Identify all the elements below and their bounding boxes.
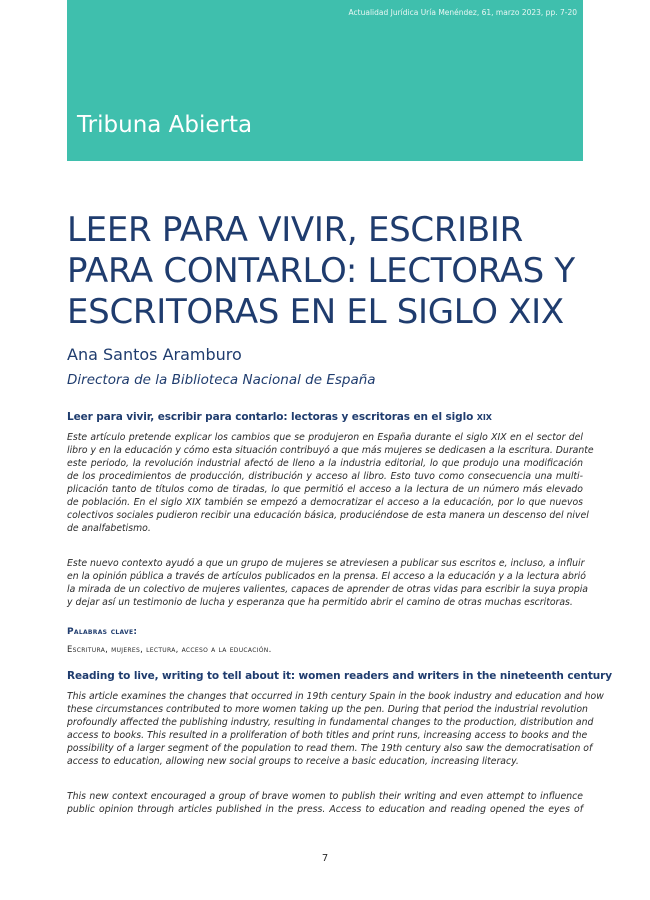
article-title-line: LEER PARA VIVIR, ESCRIBIR xyxy=(67,210,523,250)
spanish-abstract-paragraph-1 xyxy=(67,431,594,535)
text-line: these circumstances contributed to more women taking up the pen. During that period the industrial revolution xyxy=(67,704,588,716)
english-abstract-heading: Reading to live, writing to tell about it: women readers and writers in the nineteenth century xyxy=(67,670,612,682)
text-line: la mirada de un colectivo de mujeres valientes, capaces de aprender de otras vidas para escribir la suya propia xyxy=(67,584,589,596)
text-line: profoundly affected the publishing industry, resulting in fundamental changes to the production, distribution and xyxy=(67,717,594,729)
text-line: possibility of a larger segment of the population to read them. The 19th century also saw the democratisation of xyxy=(67,743,593,755)
text-line: y dejar así un testimonio de lucha y esperanza que ha permitido abrir el camino de otras muchas escritoras. xyxy=(67,597,573,609)
spanish-abstract-heading xyxy=(67,411,492,423)
section-title: Tribuna Abierta xyxy=(77,112,253,138)
text-line: This new context encouraged a group of brave women to publish their writing and even attempt to influence xyxy=(67,791,583,802)
article-title xyxy=(67,210,587,333)
author-name: Ana Santos Aramburo xyxy=(67,345,242,364)
journal-citation: Actualidad Jurídica Uría Menéndez, 61, marzo 2023, pp. 7-20 xyxy=(348,8,577,17)
text-line: en la opinión pública a través de artículos publicados en la prensa. El acceso a la educación y a la lectura abrió xyxy=(67,571,586,583)
spanish-abstract-heading-century: XIX xyxy=(476,413,492,422)
author-affiliation: Directora de la Biblioteca Nacional de España xyxy=(67,372,376,388)
text-line: Este nuevo contexto ayudó a que un grupo de mujeres se atreviesen a publicar sus escritos e, incluso, a influir xyxy=(67,558,585,569)
text-line: Este artículo pretende explicar los cambios que se produjeron en España durante el siglo XIX en el sector del xyxy=(67,432,583,443)
article-title-line: ESCRITORAS EN EL SIGLO XIX xyxy=(67,292,564,332)
text-line: de los procedimientos de producción, distribución y acceso al libro. Esto tuvo como consecuencia una multi- xyxy=(67,471,583,483)
page-number: 7 xyxy=(321,853,329,864)
section-banner xyxy=(67,0,583,161)
text-line: This article examines the changes that occurred in 19th century Spain in the book industry and education and how xyxy=(67,691,604,702)
text-line: de población. En el siglo XIX también se empezó a democratizar el acceso a la educación, por lo que nuevos xyxy=(67,497,583,509)
article-title-line: PARA CONTARLO: LECTORAS Y xyxy=(67,251,575,291)
text-line: este periodo, la revolución industrial afectó de lleno a la industria editorial, lo que produjo una modificación xyxy=(67,458,583,470)
text-line: colectivos sociales pudieron recibir una educación básica, produciéndose de esta manera un descenso del nivel xyxy=(67,510,589,522)
spanish-abstract-heading-text: Leer para vivir, escribir para contarlo: lectoras y escritoras en el siglo xyxy=(67,411,474,423)
english-abstract-paragraph-2 xyxy=(67,790,583,816)
spanish-abstract-paragraph-2 xyxy=(67,557,589,609)
text-line: de analfabetismo. xyxy=(67,523,151,535)
text-line: libro y en la educación y cómo esta situación contribuyó a que más mujeres se dedicasen a la escritura. Durante xyxy=(67,445,594,457)
text-line: access to books. This resulted in a proliferation of both titles and print runs, increasing access to books and the xyxy=(67,730,588,742)
text-line: access to education, allowing new social groups to receive a basic education, increasing literacy. xyxy=(67,756,519,768)
keywords-heading: Palabras clave: xyxy=(67,627,138,637)
english-abstract-paragraph-1 xyxy=(67,690,604,768)
text-line: public opinion through articles published in the press. Access to education and reading opened the eyes of xyxy=(67,804,583,816)
keywords-list: Escritura, mujeres, lectura, acceso a la educación. xyxy=(67,645,272,655)
text-line: plicación tanto de títulos como de tiradas, lo que permitió el acceso a la lectura de un número más elevado xyxy=(67,484,583,496)
